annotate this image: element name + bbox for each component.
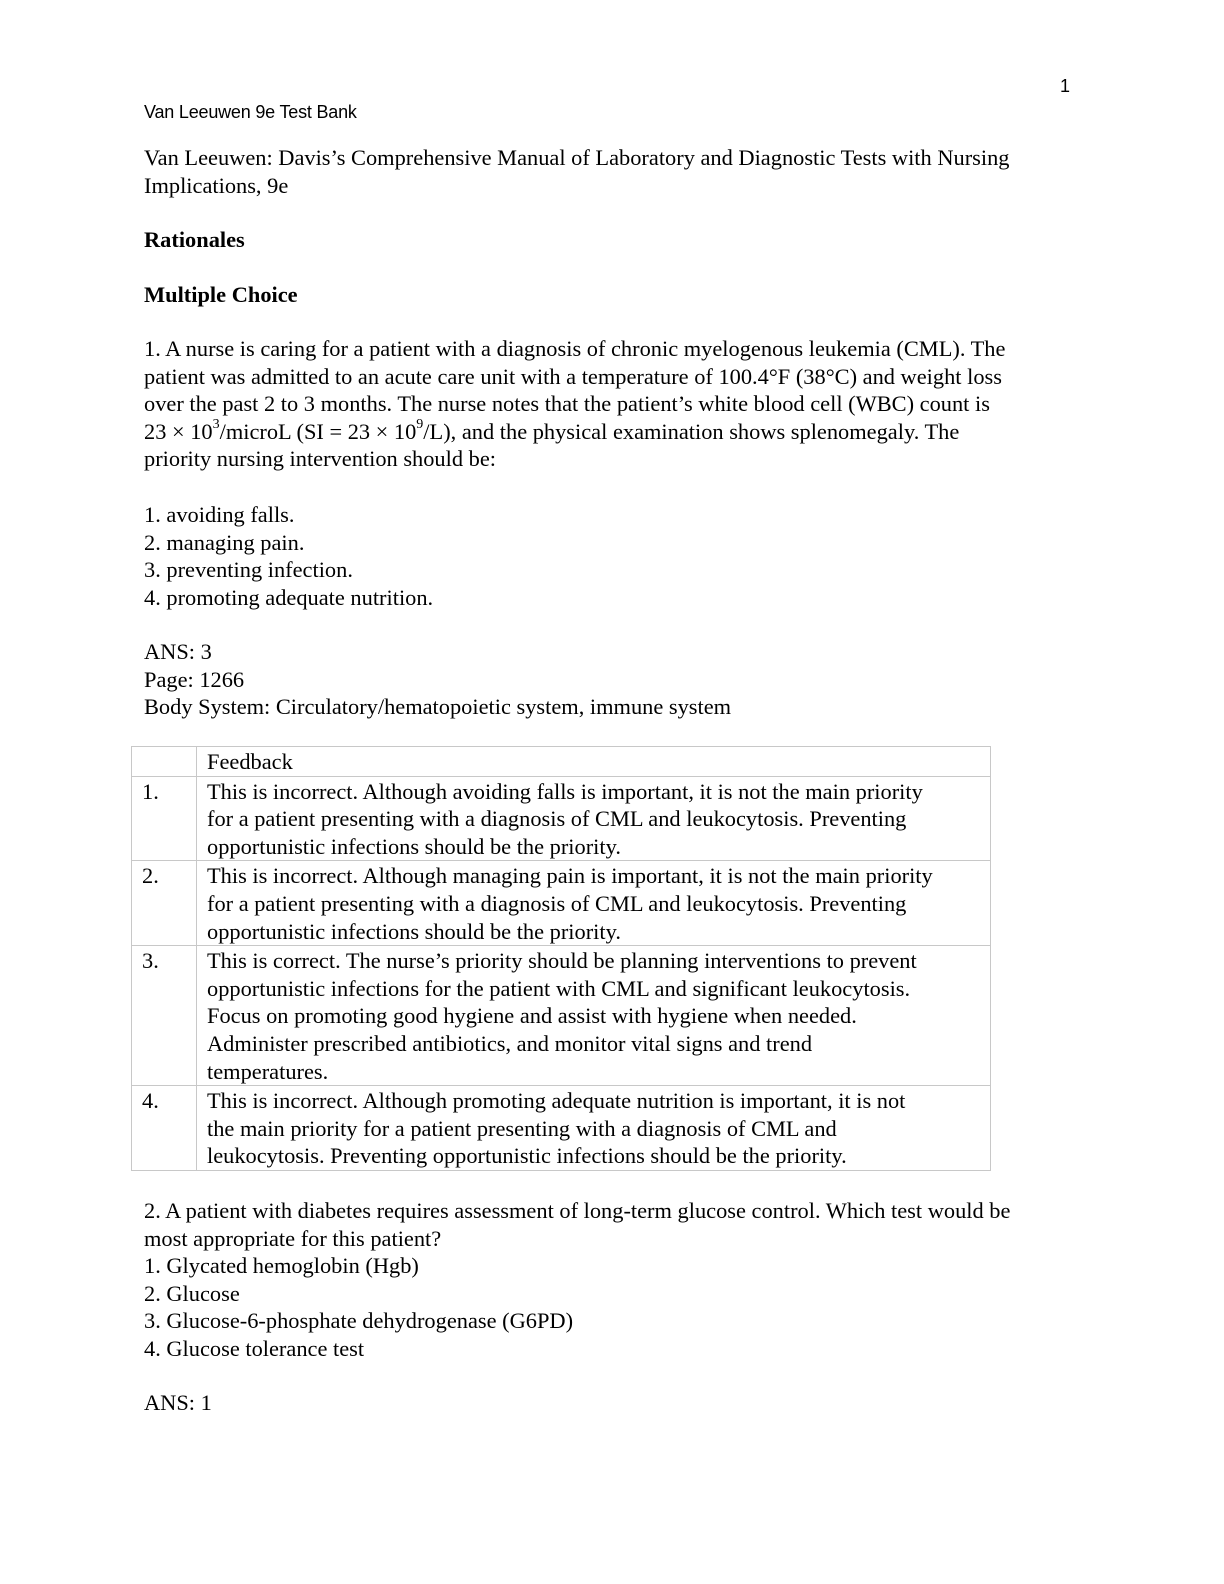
feedback-row <box>132 776 991 861</box>
feedback-table <box>131 746 991 1171</box>
feedback-line: This is incorrect. Although managing pain is important, it is not the main priority <box>207 863 933 889</box>
page-reference: Page: 1266 <box>144 666 245 692</box>
book-title-line: Van Leeuwen: Davis’s Comprehensive Manual of Laboratory and Diagnostic Tests with Nursing <box>144 145 1010 170</box>
feedback-row-number: 3. <box>132 946 197 1086</box>
running-header: Van Leeuwen 9e Test Bank <box>144 102 357 122</box>
book-title-line: Implications, 9e <box>144 172 289 198</box>
feedback-row-number: 2. <box>132 861 197 946</box>
answer-option: 2. managing pain. <box>144 529 305 555</box>
stem-text: 23 × 10 <box>144 418 213 444</box>
feedback-row <box>132 861 991 946</box>
question-stem-line: priority nursing intervention should be: <box>144 446 496 472</box>
feedback-row <box>132 1086 991 1171</box>
question-1-stem <box>144 335 1084 473</box>
question-2-options <box>144 1252 1084 1362</box>
feedback-line: leukocytosis. Preventing opportunistic infections should be the priority. <box>207 1143 847 1169</box>
feedback-line: This is correct. The nurse’s priority should be planning interventions to prevent <box>207 948 917 974</box>
body-system: Body System: Circulatory/hematopoietic system, immune system <box>144 694 732 720</box>
feedback-line: opportunistic infections should be the priority. <box>207 833 621 859</box>
feedback-line: Administer prescribed antibiotics, and monitor vital signs and trend <box>207 1030 813 1056</box>
feedback-line: temperatures. <box>207 1058 329 1084</box>
heading-multiple-choice: Multiple Choice <box>144 282 298 307</box>
feedback-row-text <box>197 1086 991 1171</box>
answer-option: 3. Glucose-6-phosphate dehydrogenase (G6PD) <box>144 1308 574 1334</box>
feedback-line: This is incorrect. Although avoiding falls is important, it is not the main priority <box>207 778 923 804</box>
page-number: 1 <box>1059 76 1070 96</box>
feedback-row-text <box>197 776 991 861</box>
feedback-line: for a patient presenting with a diagnosis of CML and leukocytosis. Preventing <box>207 806 907 832</box>
question-1-metadata <box>144 638 1084 721</box>
superscript-exponent: 3 <box>212 417 220 433</box>
feedback-line: opportunistic infections should be the priority. <box>207 918 621 944</box>
answer-option: 3. preventing infection. <box>144 557 353 583</box>
question-stem-line: most appropriate for this patient? <box>144 1225 442 1251</box>
answer-key: ANS: 1 <box>144 1390 212 1415</box>
question-stem-line: over the past 2 to 3 months. The nurse notes that the patient’s white blood cell (WBC) count is <box>144 391 990 417</box>
stem-text: /microL (SI = 23 × 10 <box>219 418 417 444</box>
feedback-row-text <box>197 861 991 946</box>
question-2-answer <box>144 1389 1084 1417</box>
feedback-row-text <box>197 946 991 1086</box>
superscript-exponent: 9 <box>416 417 424 433</box>
question-1-options <box>144 501 1084 611</box>
question-stem-line: patient was admitted to an acute care unit with a temperature of 100.4°F (38°C) and weight loss <box>144 363 1002 389</box>
answer-option: 2. Glucose <box>144 1280 240 1306</box>
feedback-line: for a patient presenting with a diagnosis of CML and leukocytosis. Preventing <box>207 890 907 916</box>
feedback-header-number-cell <box>132 747 197 777</box>
answer-option: 4. Glucose tolerance test <box>144 1335 365 1361</box>
stem-text: /L), and the physical examination shows splenomegaly. The <box>423 418 960 444</box>
answer-key: ANS: 3 <box>144 639 212 664</box>
book-title <box>144 144 1084 199</box>
question-stem-line <box>144 418 1084 446</box>
question-2-stem <box>144 1197 1084 1252</box>
answer-option: 4. promoting adequate nutrition. <box>144 584 434 610</box>
feedback-table-header-row <box>132 747 991 777</box>
feedback-row-number: 4. <box>132 1086 197 1171</box>
feedback-line: This is incorrect. Although promoting adequate nutrition is important, it is not <box>207 1088 906 1114</box>
feedback-header-label: Feedback <box>197 747 991 777</box>
question-stem-line: 2. A patient with diabetes requires assessment of long-term glucose control. Which test would be <box>144 1198 1011 1223</box>
feedback-line: the main priority for a patient presenting with a diagnosis of CML and <box>207 1115 837 1141</box>
feedback-row <box>132 946 991 1086</box>
feedback-line: Focus on promoting good hygiene and assist with hygiene when needed. <box>207 1003 857 1029</box>
heading-rationales: Rationales <box>144 227 245 252</box>
answer-option: 1. Glycated hemoglobin (Hgb) <box>144 1253 419 1278</box>
feedback-row-number: 1. <box>132 776 197 861</box>
question-stem-line: 1. A nurse is caring for a patient with a diagnosis of chronic myelogenous leukemia (CML). The <box>144 336 1006 361</box>
feedback-line: opportunistic infections for the patient with CML and significant leukocytosis. <box>207 975 911 1001</box>
answer-option: 1. avoiding falls. <box>144 502 295 527</box>
